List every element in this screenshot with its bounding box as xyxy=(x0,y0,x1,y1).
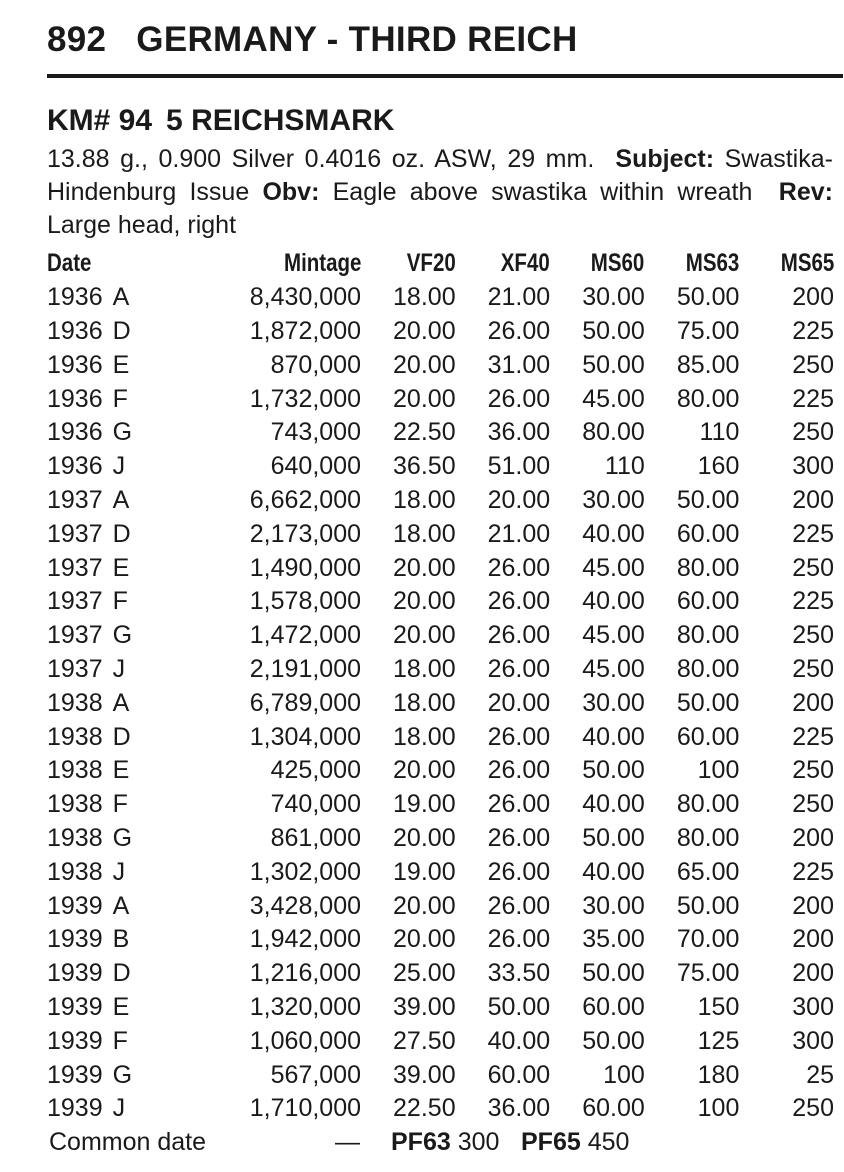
mint-mark: F xyxy=(112,587,128,616)
date-cell xyxy=(47,923,187,957)
ms63-cell: 100 xyxy=(697,1094,740,1123)
ms60-cell: 50.00 xyxy=(582,823,645,852)
mintage-cell: 1,578,000 xyxy=(249,587,361,616)
year: 1937 xyxy=(47,519,103,548)
ms65-cell: 200 xyxy=(792,891,834,920)
vf20-cell: 20.00 xyxy=(393,384,456,413)
table-row xyxy=(47,923,834,957)
vf20-cell: 36.50 xyxy=(393,452,456,481)
reverse-label: Rev: xyxy=(778,178,833,206)
vf20-cell: 20.00 xyxy=(393,621,456,650)
xf40-cell: 26.00 xyxy=(487,654,551,683)
mint-mark: F xyxy=(112,790,128,819)
mintage-cell: 1,942,000 xyxy=(249,925,361,954)
table-row xyxy=(47,788,834,822)
mintage-cell: 1,304,000 xyxy=(249,722,361,751)
table-row xyxy=(47,484,834,518)
ms63-cell: 50.00 xyxy=(676,485,740,514)
table-row xyxy=(47,1092,834,1126)
column-header-vf20: VF20 xyxy=(406,249,456,278)
mintage-cell: 740,000 xyxy=(270,790,361,819)
table-row xyxy=(47,450,834,484)
mintage-cell: 640,000 xyxy=(270,452,361,481)
ms65-cell: 200 xyxy=(792,688,834,717)
year: 1938 xyxy=(47,688,103,717)
vf20-cell: 18.00 xyxy=(393,485,456,514)
mint-mark: E xyxy=(112,992,130,1021)
ms63-cell: 80.00 xyxy=(676,654,740,683)
ms60-cell: 40.00 xyxy=(582,857,645,886)
table-row xyxy=(47,517,834,551)
date-cell xyxy=(47,517,187,551)
date-cell xyxy=(47,551,187,585)
ms60-cell: 50.00 xyxy=(582,350,645,379)
date-cell xyxy=(47,484,187,518)
mint-mark: G xyxy=(112,418,133,447)
mintage-cell: 8,430,000 xyxy=(249,283,361,312)
xf40-cell: 36.00 xyxy=(487,418,551,447)
mintage-cell: 1,472,000 xyxy=(249,621,361,650)
obverse-text: Eagle above swastika within wreath xyxy=(332,178,753,206)
mintage-cell: 567,000 xyxy=(270,1060,361,1089)
ms60-cell: 45.00 xyxy=(582,553,645,582)
ms60-cell: 40.00 xyxy=(582,519,645,548)
ms65-cell: 250 xyxy=(792,350,834,379)
mint-mark: J xyxy=(112,1094,126,1123)
year: 1939 xyxy=(47,1060,103,1089)
ms65-cell: 250 xyxy=(792,790,834,819)
date-cell xyxy=(47,822,187,856)
ms65-cell: 300 xyxy=(792,452,834,481)
year: 1939 xyxy=(47,992,103,1021)
ms63-cell: 150 xyxy=(697,992,740,1021)
mintage-cell: 1,710,000 xyxy=(249,1094,361,1123)
ms65-cell: 225 xyxy=(792,519,834,548)
xf40-cell: 26.00 xyxy=(487,587,551,616)
vf20-cell: 20.00 xyxy=(393,756,456,785)
year: 1936 xyxy=(47,418,103,447)
mint-mark: E xyxy=(112,553,130,582)
mintage-cell: 2,173,000 xyxy=(249,519,361,548)
ms63-cell: 80.00 xyxy=(676,790,740,819)
date-cell xyxy=(47,957,187,991)
header-rule xyxy=(47,74,843,78)
ms65-cell: 225 xyxy=(792,857,834,886)
table-header-row xyxy=(47,247,834,281)
ms63-cell: 60.00 xyxy=(676,587,740,616)
mint-mark: D xyxy=(112,519,131,548)
table-row xyxy=(47,686,834,720)
year: 1939 xyxy=(47,891,103,920)
table-row xyxy=(47,720,834,754)
ms60-cell: 35.00 xyxy=(582,925,645,954)
vf20-cell: 22.50 xyxy=(393,418,456,447)
date-cell xyxy=(47,348,187,382)
table-row xyxy=(47,754,834,788)
mintage-value-table xyxy=(47,247,834,1126)
ms60-cell: 50.00 xyxy=(582,756,645,785)
year: 1938 xyxy=(47,756,103,785)
date-cell xyxy=(47,281,187,315)
date-cell xyxy=(47,686,187,720)
date-cell xyxy=(47,315,187,349)
ms63-cell: 80.00 xyxy=(676,621,740,650)
mint-mark: A xyxy=(112,485,130,514)
ms63-cell: 125 xyxy=(697,1026,740,1055)
vf20-cell: 20.00 xyxy=(393,891,456,920)
mint-mark: F xyxy=(112,1026,128,1055)
date-cell xyxy=(47,585,187,619)
column-header-date: Date xyxy=(47,249,92,278)
ms63-cell: 50.00 xyxy=(676,891,740,920)
vf20-cell: 39.00 xyxy=(393,992,456,1021)
mint-mark: A xyxy=(112,891,130,920)
ms60-cell: 50.00 xyxy=(582,316,645,345)
year: 1937 xyxy=(47,553,103,582)
ms65-cell: 250 xyxy=(792,418,834,447)
pf65-label: PF65 xyxy=(521,1128,581,1156)
mintage-cell: 1,490,000 xyxy=(249,553,361,582)
ms60-cell: 40.00 xyxy=(582,790,645,819)
ms65-cell: 250 xyxy=(792,756,834,785)
table-row xyxy=(47,551,834,585)
vf20-cell: 25.00 xyxy=(393,959,456,988)
mintage-cell: 1,732,000 xyxy=(249,384,361,413)
ms63-cell: 65.00 xyxy=(676,857,740,886)
year: 1937 xyxy=(47,587,103,616)
ms60-cell: 40.00 xyxy=(582,722,645,751)
ms65-cell: 225 xyxy=(792,316,834,345)
date-cell xyxy=(47,1024,187,1058)
obverse-label: Obv: xyxy=(262,178,320,206)
ms65-cell: 200 xyxy=(792,925,834,954)
table-row xyxy=(47,1024,834,1058)
xf40-cell: 26.00 xyxy=(487,722,551,751)
ms65-cell: 250 xyxy=(792,621,834,650)
mintage-cell: 870,000 xyxy=(270,350,361,379)
mint-mark: G xyxy=(112,823,133,852)
ms60-cell: 45.00 xyxy=(582,384,645,413)
mintage-cell: 861,000 xyxy=(270,823,361,852)
coin-description xyxy=(47,143,833,242)
xf40-cell: 26.00 xyxy=(487,621,551,650)
common-date-row xyxy=(47,1126,834,1160)
mint-mark: F xyxy=(112,384,128,413)
mint-mark: E xyxy=(112,756,130,785)
xf40-cell: 26.00 xyxy=(487,790,551,819)
ms60-cell: 80.00 xyxy=(582,418,645,447)
vf20-cell: 19.00 xyxy=(393,857,456,886)
ms60-cell: 30.00 xyxy=(582,688,645,717)
denomination: 5 REICHSMARK xyxy=(166,104,395,137)
table-row xyxy=(47,281,834,315)
vf20-cell: 20.00 xyxy=(393,823,456,852)
mintage-cell: 6,662,000 xyxy=(249,485,361,514)
table-row xyxy=(47,855,834,889)
vf20-cell: 18.00 xyxy=(393,688,456,717)
ms63-cell: 80.00 xyxy=(676,384,740,413)
mint-mark: G xyxy=(112,1060,133,1089)
xf40-cell: 26.00 xyxy=(487,823,551,852)
mint-mark: E xyxy=(112,350,130,379)
ms60-cell: 40.00 xyxy=(582,587,645,616)
table-row xyxy=(47,1058,834,1092)
xf40-cell: 33.50 xyxy=(487,959,551,988)
common-date-mintage: — xyxy=(335,1128,360,1156)
ms60-cell: 50.00 xyxy=(582,959,645,988)
pf63-value: 300 xyxy=(457,1128,500,1156)
coin-title xyxy=(47,104,394,138)
ms65-cell: 250 xyxy=(792,654,834,683)
ms63-cell: 50.00 xyxy=(676,283,740,312)
date-cell xyxy=(47,720,187,754)
vf20-cell: 20.00 xyxy=(393,587,456,616)
date-cell xyxy=(47,991,187,1025)
ms63-cell: 80.00 xyxy=(676,823,740,852)
ms65-cell: 200 xyxy=(792,283,834,312)
ms60-cell: 45.00 xyxy=(582,621,645,650)
ms60-cell: 100 xyxy=(603,1060,645,1089)
table-row xyxy=(47,416,834,450)
mint-mark: J xyxy=(112,452,126,481)
date-cell xyxy=(47,1092,187,1126)
mint-mark: B xyxy=(112,925,130,954)
date-cell xyxy=(47,889,187,923)
pf65-value: 450 xyxy=(587,1128,630,1156)
vf20-cell: 20.00 xyxy=(393,925,456,954)
vf20-cell: 20.00 xyxy=(393,553,456,582)
vf20-cell: 20.00 xyxy=(393,350,456,379)
xf40-cell: 26.00 xyxy=(487,316,551,345)
ms60-cell: 60.00 xyxy=(582,992,645,1021)
xf40-cell: 51.00 xyxy=(487,452,551,481)
ms65-cell: 225 xyxy=(792,722,834,751)
year: 1938 xyxy=(47,722,103,751)
xf40-cell: 26.00 xyxy=(487,891,551,920)
pf63-label: PF63 xyxy=(391,1128,451,1156)
ms60-cell: 30.00 xyxy=(582,283,645,312)
year: 1937 xyxy=(47,621,103,650)
year: 1938 xyxy=(47,790,103,819)
ms65-cell: 250 xyxy=(792,1094,834,1123)
mintage-cell: 1,216,000 xyxy=(249,959,361,988)
year: 1939 xyxy=(47,1026,103,1055)
mint-mark: A xyxy=(112,283,130,312)
ms63-cell: 50.00 xyxy=(676,688,740,717)
year: 1936 xyxy=(47,384,103,413)
ms65-cell: 250 xyxy=(792,553,834,582)
column-header-xf40: XF40 xyxy=(501,249,551,278)
ms63-cell: 85.00 xyxy=(676,350,740,379)
ms65-cell: 225 xyxy=(792,384,834,413)
year: 1938 xyxy=(47,857,103,886)
page-title: GERMANY - THIRD REICH xyxy=(136,20,578,59)
mint-mark: A xyxy=(112,688,130,717)
column-header-ms65: MS65 xyxy=(780,249,834,278)
xf40-cell: 21.00 xyxy=(487,283,551,312)
ms65-cell: 300 xyxy=(792,1026,834,1055)
year: 1937 xyxy=(47,485,103,514)
ms65-cell: 25 xyxy=(806,1060,834,1089)
mintage-cell: 2,191,000 xyxy=(249,654,361,683)
vf20-cell: 39.00 xyxy=(393,1060,456,1089)
ms60-cell: 110 xyxy=(604,452,645,481)
mintage-cell: 1,320,000 xyxy=(249,992,361,1021)
table-row xyxy=(47,889,834,923)
reverse-text: Large head, right xyxy=(47,211,237,239)
mintage-cell: 743,000 xyxy=(270,418,361,447)
table-row xyxy=(47,822,834,856)
table-row xyxy=(47,585,834,619)
xf40-cell: 20.00 xyxy=(487,688,551,717)
year: 1936 xyxy=(47,350,103,379)
date-cell xyxy=(47,855,187,889)
ms65-cell: 225 xyxy=(792,587,834,616)
ms65-cell: 300 xyxy=(792,992,834,1021)
xf40-cell: 60.00 xyxy=(487,1060,551,1089)
table-body xyxy=(47,281,834,1126)
ms65-cell: 200 xyxy=(792,959,834,988)
table-row xyxy=(47,653,834,687)
ms65-cell: 200 xyxy=(792,485,834,514)
xf40-cell: 26.00 xyxy=(487,925,551,954)
table-row xyxy=(47,348,834,382)
year: 1939 xyxy=(47,1094,103,1123)
date-cell xyxy=(47,788,187,822)
ms63-cell: 60.00 xyxy=(676,519,740,548)
year: 1937 xyxy=(47,654,103,683)
mintage-cell: 3,428,000 xyxy=(249,891,361,920)
vf20-cell: 18.00 xyxy=(393,722,456,751)
ms63-cell: 70.00 xyxy=(676,925,740,954)
xf40-cell: 21.00 xyxy=(487,519,551,548)
ms65-cell: 200 xyxy=(792,823,834,852)
vf20-cell: 19.00 xyxy=(393,790,456,819)
year: 1936 xyxy=(47,452,103,481)
mintage-cell: 1,872,000 xyxy=(249,316,361,345)
xf40-cell: 26.00 xyxy=(487,384,551,413)
xf40-cell: 26.00 xyxy=(487,553,551,582)
page-header xyxy=(47,20,578,60)
vf20-cell: 18.00 xyxy=(393,654,456,683)
ms63-cell: 180 xyxy=(697,1060,740,1089)
year: 1939 xyxy=(47,925,103,954)
mint-mark: J xyxy=(112,654,126,683)
ms60-cell: 50.00 xyxy=(582,1026,645,1055)
column-header-mintage: Mintage xyxy=(283,249,361,278)
coin-specs: 13.88 g., 0.900 Silver 0.4016 oz. ASW, 29 mm. xyxy=(47,145,595,173)
ms63-cell: 110 xyxy=(699,418,740,447)
mintage-cell: 425,000 xyxy=(270,756,361,785)
ms60-cell: 60.00 xyxy=(582,1094,645,1123)
vf20-cell: 18.00 xyxy=(393,283,456,312)
ms60-cell: 30.00 xyxy=(582,485,645,514)
vf20-cell: 20.00 xyxy=(393,316,456,345)
xf40-cell: 31.00 xyxy=(487,350,551,379)
table-row xyxy=(47,991,834,1025)
mintage-cell: 1,060,000 xyxy=(249,1026,361,1055)
pf65-price xyxy=(521,1128,629,1157)
date-cell xyxy=(47,754,187,788)
ms63-cell: 160 xyxy=(697,452,740,481)
table-row xyxy=(47,957,834,991)
ms63-cell: 100 xyxy=(697,756,740,785)
table-row xyxy=(47,619,834,653)
column-header-ms60: MS60 xyxy=(591,249,645,278)
vf20-cell: 18.00 xyxy=(393,519,456,548)
xf40-cell: 26.00 xyxy=(487,756,551,785)
mint-mark: J xyxy=(112,857,126,886)
ms60-cell: 45.00 xyxy=(582,654,645,683)
date-cell xyxy=(47,416,187,450)
xf40-cell: 50.00 xyxy=(487,992,551,1021)
date-cell xyxy=(47,653,187,687)
xf40-cell: 36.00 xyxy=(487,1094,551,1123)
mint-mark: D xyxy=(112,316,131,345)
mintage-cell: 6,789,000 xyxy=(249,688,361,717)
pf63-price xyxy=(391,1128,499,1157)
mint-mark: D xyxy=(112,959,131,988)
table-row xyxy=(47,315,834,349)
year: 1938 xyxy=(47,823,103,852)
mint-mark: G xyxy=(112,621,133,650)
column-header-ms63: MS63 xyxy=(685,249,740,278)
table-row xyxy=(47,382,834,416)
year: 1936 xyxy=(47,316,103,345)
ms63-cell: 60.00 xyxy=(676,722,740,751)
date-cell xyxy=(47,1058,187,1092)
subject-label: Subject: xyxy=(615,145,715,173)
page-number: 892 xyxy=(47,20,107,59)
year: 1936 xyxy=(47,283,103,312)
mint-mark: D xyxy=(112,722,131,751)
xf40-cell: 26.00 xyxy=(487,857,551,886)
xf40-cell: 40.00 xyxy=(487,1026,551,1055)
date-cell xyxy=(47,382,187,416)
year: 1939 xyxy=(47,959,103,988)
subject-text: Swastika-Hindenburg Issue xyxy=(47,145,833,206)
vf20-cell: 27.50 xyxy=(393,1026,456,1055)
km-number: KM# 94 xyxy=(47,104,153,137)
ms63-cell: 75.00 xyxy=(676,316,740,345)
mintage-cell: 1,302,000 xyxy=(249,857,361,886)
date-cell xyxy=(47,450,187,484)
ms63-cell: 75.00 xyxy=(676,959,740,988)
ms60-cell: 30.00 xyxy=(582,891,645,920)
common-date-label: Common date xyxy=(49,1128,207,1156)
date-cell xyxy=(47,619,187,653)
vf20-cell: 22.50 xyxy=(393,1094,456,1123)
xf40-cell: 20.00 xyxy=(487,485,551,514)
ms63-cell: 80.00 xyxy=(676,553,740,582)
